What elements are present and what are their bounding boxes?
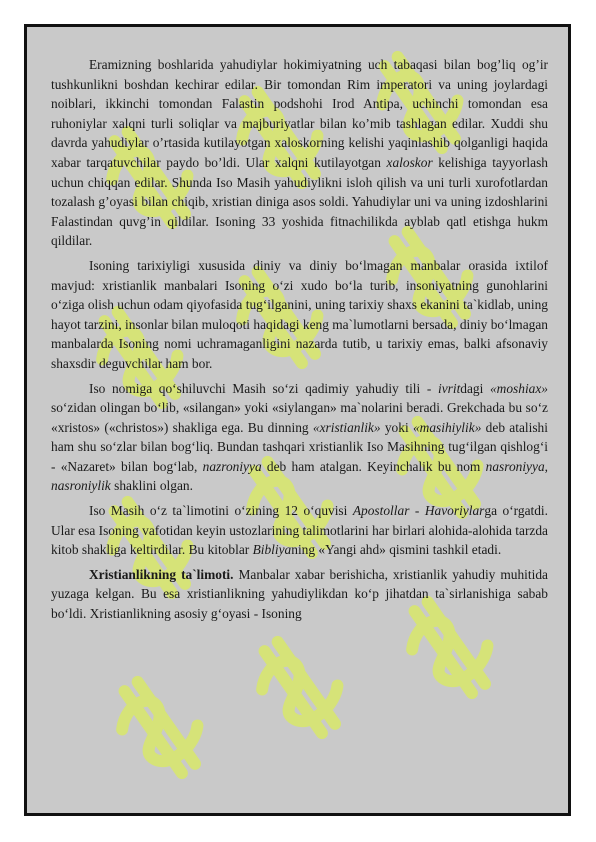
text-segment: Iso nomiga qo‘shiluvchi Masih so‘zi qadimiy yahudiy tili -	[89, 380, 438, 396]
text-segment: ,	[544, 458, 548, 474]
text-segment: Eramizning boshlarida yahudiylar hokimiyatning uch tabaqasi bilan bog’liq og’ir tushkunlikni boshdan kechirar edilar. Bir tomondan Rim imperatori va uning joylardagi noiblari, ikkinchi tomondan Falastin podshohi Irod Antipa, uchinchi tomondan esa ruhoniylar xalqni turli soliqlar va majburiyatlar bilan ko’mib tashlagan edilar. Xuddi shu davrda yahudiylar o’rtasida kutilayotgan xaloskorning kelishi yaqinlashib qolganligi haqida xabar tarqatuvchilar paydo bo’ldi. Ular xalqni kutilayotgan	[51, 57, 548, 170]
text-segment: ga o‘rgatdi. Ular esa Isoning vafotidan keyin ustozlarining talimotlarini har birlari alohida-alohida tarzda kitob shakliga keltirdilar. Bu kitoblar	[51, 503, 549, 558]
text-segment: deb atalishi ham shu so‘zlar bilan bog‘liq. Bundan tashqari xristianlik Iso Masihning tug‘ilgan qishlog‘i - «Nazaret» bilan bog‘lab,	[51, 419, 548, 474]
italic-term: nasroniyya	[485, 458, 545, 474]
document-body	[51, 55, 548, 629]
text-segment: yoki	[380, 419, 413, 435]
text-segment: Iso Masih o‘z ta`limotini o‘zining 12 o‘quvisi	[89, 503, 353, 519]
italic-term: Bibliya	[252, 542, 292, 558]
text-segment: ning «Yangi ahd» qismini tashkil etadi.	[291, 542, 502, 558]
paragraph	[51, 501, 548, 560]
paragraph	[51, 55, 548, 251]
text-segment: shaklini olgan.	[110, 478, 193, 494]
text-segment: kelishiga tayyorlash uchun chiqqan edilar. Shunda Iso Masih yahudiylikni isloh qilish va uni turli xurofotlardan tozalash g’oyasi bilan chiqib, xristian diniga asos soldi. Yahudiylar uni va uning izdoshlarini Falastindan quvg’in qildilar. Isoning 33 yoshida fitnachilikda ayblab qatl etishga hukm qildilar.	[51, 154, 548, 249]
paragraph	[51, 379, 548, 497]
text-segment: Isoning tarixiyligi xususida diniy va diniy bo‘lmagan manbalar orasida ixtilof mavjud: xristianlik manbalari Isoning o‘zi xudo bo‘la turib, insoniyatning gunohlarini o‘ziga olish uchun odam qiyofasida tug‘ilganini, uning tarixiy shaxs ekanini ta`kidlab, uning hayot tarzini, insonlar bilan muloqoti haqidagi keng ma`lumotlarni bersada, diniy bo‘lmagan manbalarda Isoning nomi uchramaganligini nazarda tutib, u tarixiy emas, balki afsonaviy shaxsdir deguvchilar ham bor.	[51, 257, 548, 371]
text-segment: deb ham atalgan. Keyinchalik bu nom	[261, 458, 486, 474]
text-segment: dagi	[460, 380, 490, 396]
watermark-mark-icon	[105, 668, 215, 787]
paragraph	[51, 565, 548, 624]
text-segment: so‘zidan olingan bo‘lib, «silangan» yoki «siylangan» ma`nolarini beradi. Grekchada bu so‘z «xristos» («christos») shakliga ega. Bu dinning	[51, 400, 548, 435]
paragraph	[51, 256, 548, 374]
document-page	[24, 24, 571, 816]
italic-term: nasroniylik	[51, 478, 111, 494]
section-heading-inline: Xristianlikning ta`limoti.	[89, 566, 234, 582]
watermark-mark-icon	[245, 628, 355, 747]
italic-term: Apostollar - Havoriylar	[352, 503, 485, 519]
italic-term: ivrit	[437, 380, 461, 396]
italic-term: «moshiax»	[489, 380, 549, 396]
italic-term: nazroniyya	[202, 458, 262, 474]
italic-term: «masihiylik»	[412, 419, 482, 435]
italic-term: xaloskor	[386, 154, 433, 170]
text-segment: Manbalar xabar berishicha, xristianlik yahudiy muhitida yuzaga kelgan. Bu esa xristianlikning yahudiylikdan ko‘p jihatdan ta`sirlanishiga sabab bo‘ldi. Xristianlikning asosiy g‘oyasi - Isoning	[51, 566, 548, 622]
italic-term: «xristianlik»	[312, 419, 381, 435]
